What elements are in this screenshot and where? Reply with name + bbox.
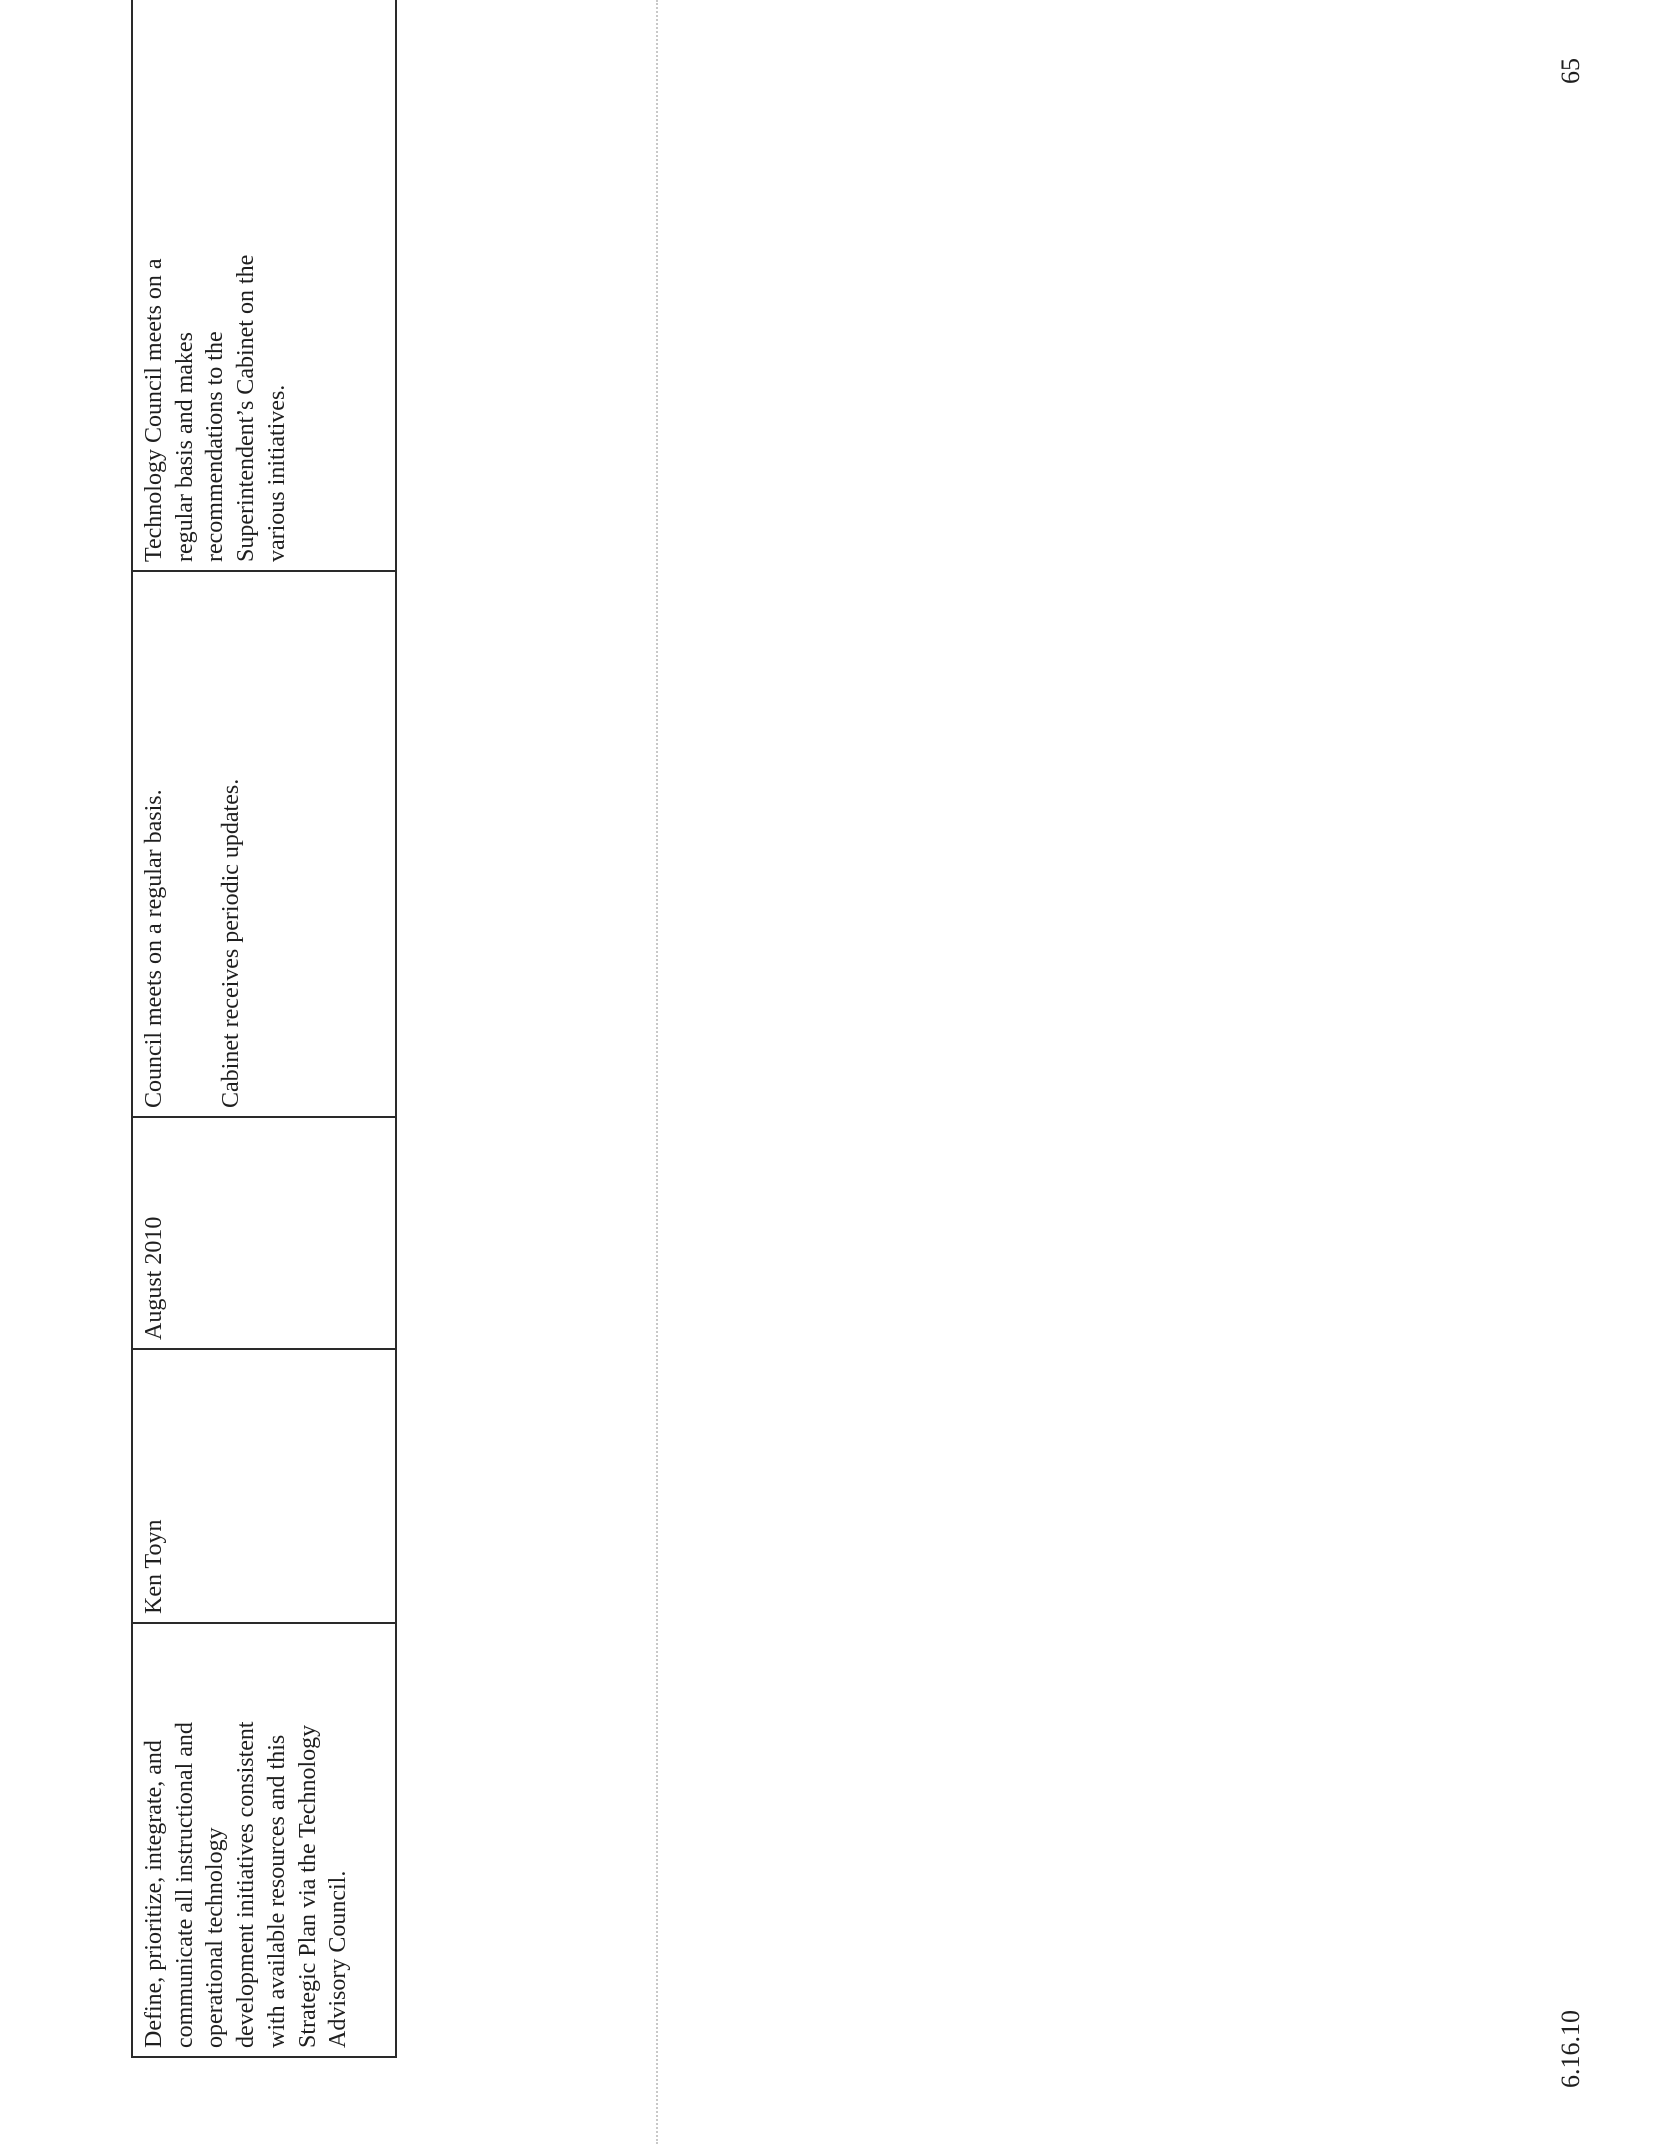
responsible-person-cell xyxy=(132,1349,396,1623)
task-line: with available resources and this xyxy=(263,1734,290,2048)
outcome-line: various initiatives. xyxy=(263,384,290,562)
page-number: 65 xyxy=(1556,58,1585,84)
outcome-cell xyxy=(132,0,396,571)
outcome-line: Superintendent’s Cabinet on the xyxy=(233,254,260,562)
dotted-divider xyxy=(656,0,658,2144)
task-line: Strategic Plan via the Technology xyxy=(294,1724,321,2048)
task-cell xyxy=(132,1623,396,2057)
outcome-line: Technology Council meets on a xyxy=(141,258,167,562)
task-line: development initiatives consistent xyxy=(233,1721,260,2048)
task-line: Advisory Council. xyxy=(325,1870,352,2048)
target-date: August 2010 xyxy=(141,1216,167,1340)
measure-line: Council meets on a regular basis. xyxy=(141,789,167,1108)
cell-spacer xyxy=(170,580,216,1108)
date-cell xyxy=(132,1117,396,1349)
measures-cell xyxy=(132,571,396,1117)
task-line: Define, prioritize, integrate, and xyxy=(141,1740,167,2048)
outcome-line: regular basis and makes xyxy=(171,332,198,562)
task-line: operational technology xyxy=(202,1827,229,2048)
outcome-line: recommendations to the xyxy=(202,331,229,562)
responsible-person: Ken Toyn xyxy=(141,1519,167,1614)
document-date: 6.16.10 xyxy=(1556,2010,1585,2088)
measure-line: Cabinet receives periodic updates. xyxy=(217,778,244,1108)
table-row xyxy=(132,0,396,2057)
task-line: communicate all instructional and xyxy=(171,1722,198,2048)
action-plan-table xyxy=(131,0,397,2058)
